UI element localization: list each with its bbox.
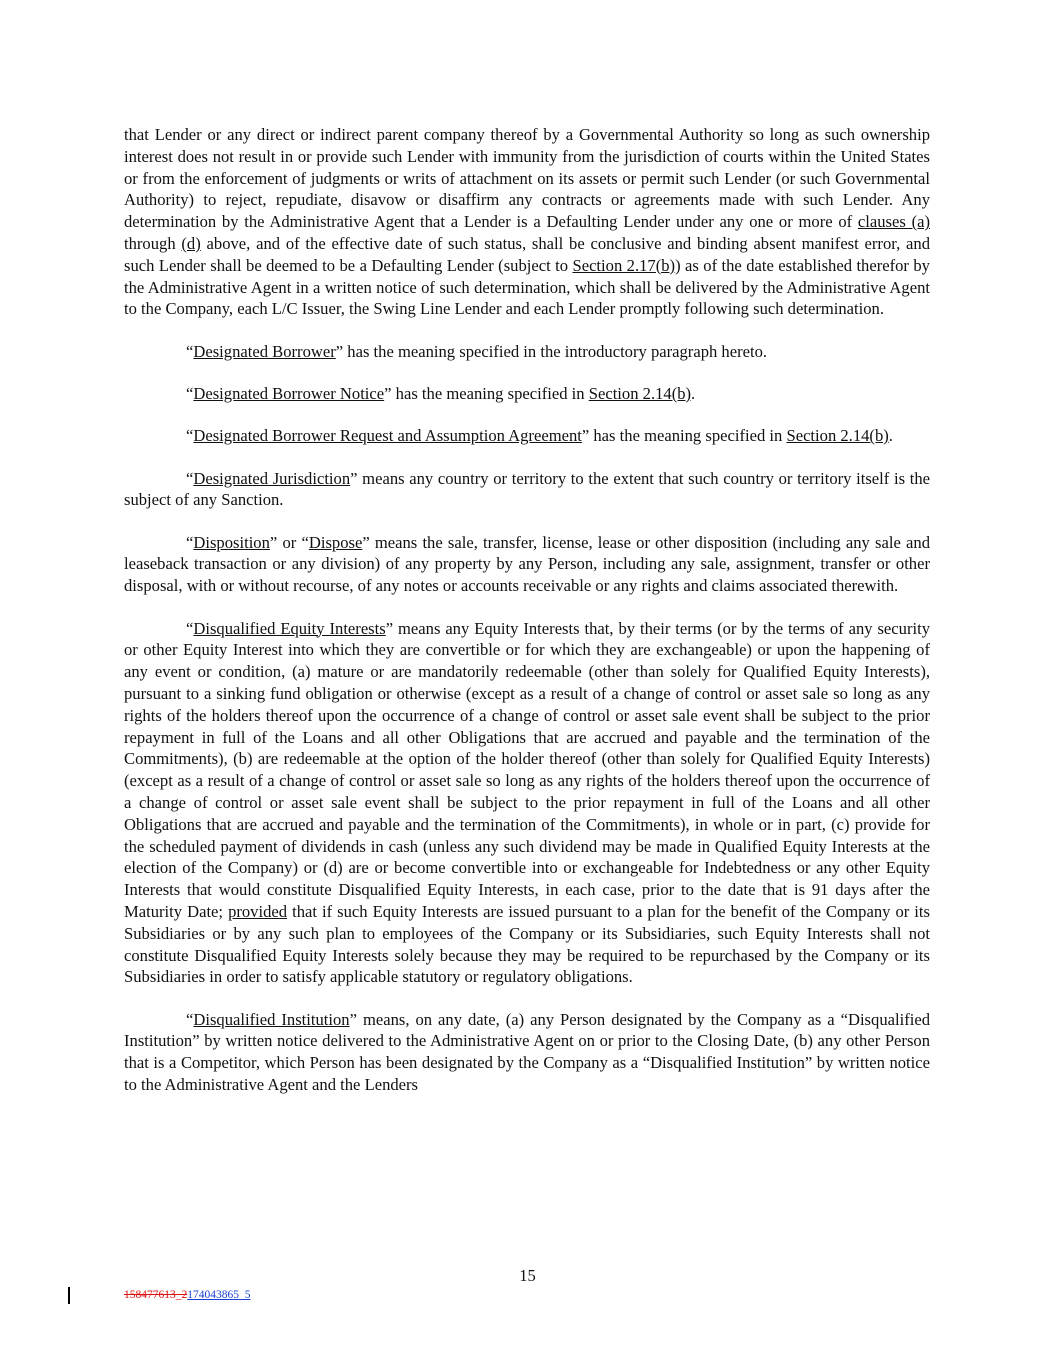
text: ” has the meaning specified in the introductory paragraph hereto. <box>335 341 768 361</box>
text: ” has the meaning specified in <box>581 426 787 446</box>
text: . <box>888 426 893 446</box>
definition-disqualified-institution <box>124 1009 930 1096</box>
text: “ <box>186 341 194 361</box>
text: “ <box>186 1009 194 1029</box>
text: ” or “ <box>269 532 309 552</box>
defined-term: Designated Jurisdiction <box>193 468 351 488</box>
revision-change-bar <box>68 1287 70 1304</box>
text: that Lender or any direct or indirect parent company thereof by a Governmental Authority so long as such ownership interest does not result in or provide such Lender with immunity from the jurisdiction of courts within the United States or from the enforcement of judgments or writs of attachment on its assets or permit such Lender (or such Governmental Authority) to reject, repudiate, disavow or disaffirm any contracts or agreements made with such Lender. Any determination by the Administrative Agent that a Lender is a Defaulting Lender under any one or more of <box>124 125 930 232</box>
defined-term: Dispose <box>308 532 363 552</box>
cross-reference: clauses (a) <box>857 212 931 232</box>
definition-disposition <box>124 532 930 597</box>
text: that if such Equity Interests are issued pursuant to a plan for the benefit of the Company or its Subsidiaries or by any such plan to employees of the Company or its Subsidiaries, such Equity Interests shall not constitute Disqualified Equity Interests solely because they may be required to be repurchased by the Company or its Subsidiaries in order to satisfy applicable statutory or regulatory obligations. <box>124 901 930 987</box>
text: above, and of the effective date of such status, shall be conclusive and binding absent manifest error, and such Lender shall be deemed to be a Defaulting Lender (subject to <box>124 233 930 275</box>
cross-reference: Section 2.14(b) <box>786 426 889 446</box>
document-id <box>124 1289 251 1301</box>
defined-term: Designated Borrower Request and Assumption Agreement <box>193 426 582 446</box>
page-number: 15 <box>519 1266 536 1285</box>
text: . <box>691 383 696 403</box>
definition-paragraph-continued <box>124 124 930 320</box>
text: ) as of the date established therefor by the Administrative Agent in a written notice of such determination, which shall be delivered by the Administrative Agent to the Company, each L/C Issuer, the Swing Line Lender and each Lender promptly following such determination. <box>124 255 930 319</box>
definition-designated-borrower-request <box>124 425 930 447</box>
cross-reference: Section 2.17(b) <box>572 255 676 275</box>
text: “ <box>186 532 194 552</box>
cross-reference: (d) <box>181 233 201 253</box>
document-body <box>124 124 930 1116</box>
defined-term: Disqualified Institution <box>193 1009 350 1029</box>
document-id-inserted: 174043865_5 <box>187 1289 251 1301</box>
defined-term: Designated Borrower Notice <box>193 383 385 403</box>
text: through <box>124 233 182 253</box>
text: “ <box>186 426 194 446</box>
definition-designated-jurisdiction <box>124 468 930 512</box>
text: ” means the sale, transfer, license, lease or other disposition (including any sale and leaseback transaction or any division) of any property by any Person, including any sale, assignment, transfer or other disposal, with or without recourse, of any notes or accounts receivable or any rights and claims associated therewith. <box>124 532 930 596</box>
text: “ <box>186 468 194 488</box>
text: “ <box>186 383 194 403</box>
document-id-deleted: 158477613_2 <box>124 1289 188 1301</box>
text: ” has the meaning specified in <box>384 383 589 403</box>
text: ” means any Equity Interests that, by their terms (or by the terms of any security or other Equity Interest into which they are convertible or for which they are exchangeable) or upon the happening of any event or condition, (a) mature or are mandatorily redeemable (other than solely for Qualified Equity Interests), pursuant to a sinking fund obligation or otherwise (except as a result of a change of control or asset sale so long as any rights of the holders thereof upon the occurrence of a change of control or asset sale event shall be subject to the prior repayment in full of the Loans and all other Obligations that are accrued and payable and the termination of the Commitments), (b) are redeemable at the option of the holder thereof (other than solely for Qualified Equity Interests) (except as a result of a change of control or asset sale so long as any rights of the holders thereof upon the occurrence of a change of control or asset sale event shall be subject to the prior repayment in full of the Loans and all other Obligations that are accrued and payable and the termination of the Commitments), in whole or in part, (c) provide for the scheduled payment of dividends in cash (unless any such dividend may be made in Qualified Equity Interests at the election of the Company) or (d) are or become convertible into or exchangeable for Indebtedness or any other Equity Interests that would constitute Disqualified Equity Interests, in each case, prior to the date that is 91 days after the Maturity Date; <box>124 618 930 921</box>
text: “ <box>186 618 194 638</box>
proviso-term: provided <box>228 901 288 921</box>
text: ” means, on any date, (a) any Person designated by the Company as a “Disqualified Institution” by written notice delivered to the Administrative Agent on or prior to the Closing Date, (b) any other Person that is a Competitor, which Person has been designated by the Company as a “Disqualified Institution” by written notice to the Administrative Agent and the Lenders <box>124 1009 930 1094</box>
text: ” means any country or territory to the extent that such country or territory itself is the subject of any Sanction. <box>124 468 931 510</box>
defined-term: Disqualified Equity Interests <box>193 618 386 638</box>
definition-designated-borrower <box>124 341 930 363</box>
defined-term: Designated Borrower <box>193 341 336 361</box>
defined-term: Disposition <box>193 532 270 552</box>
cross-reference: Section 2.14(b) <box>588 383 692 403</box>
definition-designated-borrower-notice <box>124 383 930 405</box>
definition-disqualified-equity-interests <box>124 618 930 989</box>
